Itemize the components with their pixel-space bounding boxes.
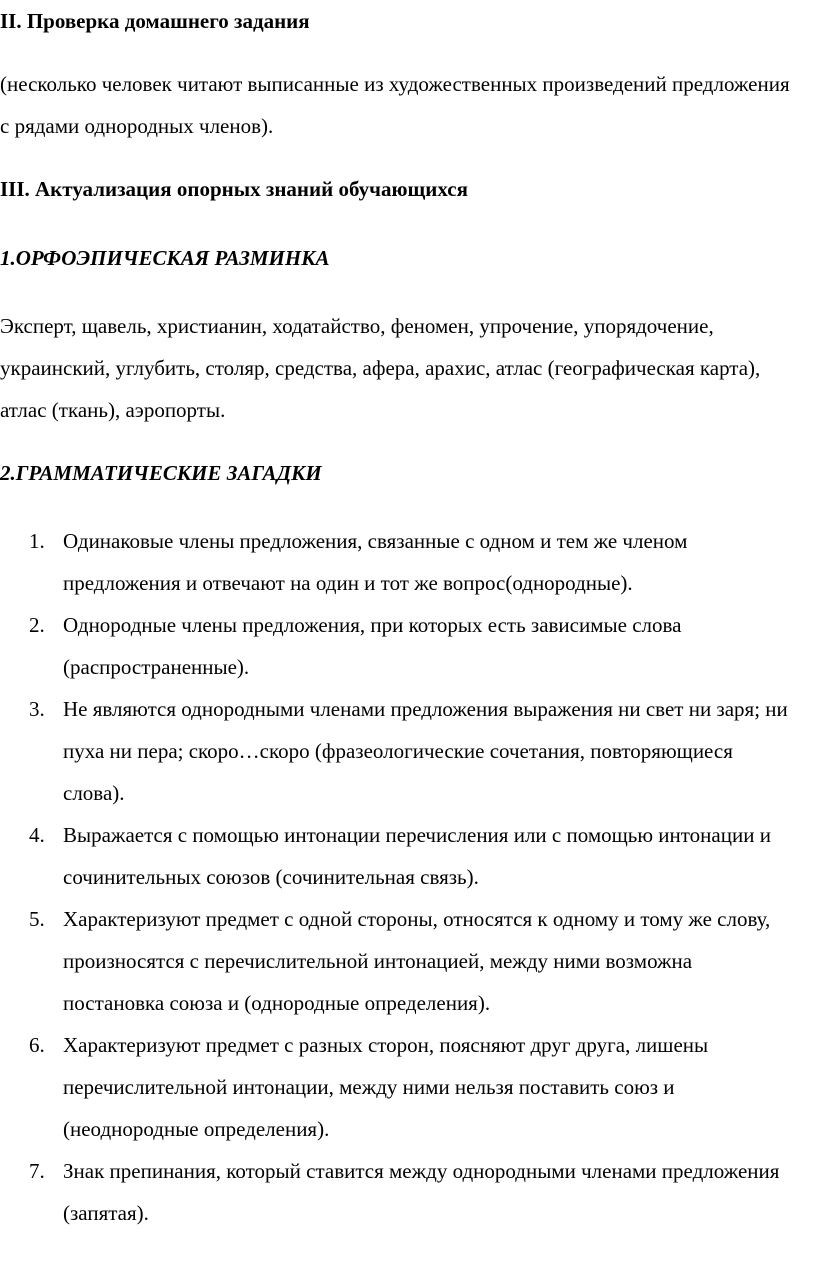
riddle-item-1: [0, 520, 798, 604]
list-number: 3.: [29, 697, 45, 721]
list-number: 5.: [29, 907, 45, 931]
riddle-text: Характеризуют предмет с одной стороны, относятся к одному и тому же слову, произносятся с перечислительной интонацией, между ними возможна постановка союза и (однородные определения).: [63, 907, 771, 1015]
riddle-item-3: [0, 688, 798, 814]
riddle-text: Знак препинания, который ставится между однородными членами предложения (запятая).: [63, 1159, 780, 1225]
riddle-item-2: [0, 604, 798, 688]
riddles-heading: 2.ГРАММАТИЧЕСКИЕ ЗАГАДКИ: [0, 461, 322, 485]
warmup-heading: 1.ОРФОЭПИЧЕСКАЯ РАЗМИНКА: [0, 246, 330, 270]
section-3-heading: III. Актуализация опорных знаний обучающихся: [0, 177, 468, 201]
riddle-text: Одинаковые члены предложения, связанные с одном и тем же членом предложения и отвечают на один и тот же вопрос(однородные).: [63, 529, 688, 595]
riddles-list: [0, 520, 816, 1234]
riddle-text: Характеризуют предмет с разных сторон, поясняют друг друга, лишены перечислительной интонации, между ними нельзя поставить союз и (неоднородные определения).: [63, 1033, 709, 1141]
riddle-item-5: [0, 898, 798, 1024]
list-number: 7.: [29, 1159, 45, 1183]
list-number: 4.: [29, 823, 45, 847]
riddle-text: Не являются однородными членами предложения выражения ни свет ни заря; ни пуха ни пера; скоро…скоро (фразеологические сочетания, повторяющиеся слова).: [63, 697, 788, 805]
riddle-text: Однородные члены предложения, при которых есть зависимые слова (распространенные).: [63, 613, 682, 679]
riddle-item-6: [0, 1024, 798, 1150]
list-number: 1.: [29, 529, 45, 553]
riddle-item-4: [0, 814, 798, 898]
section-2-note: (несколько человек читают выписанные из художественных произведений предложения с рядами однородных членов).: [0, 72, 790, 138]
list-number: 2.: [29, 613, 45, 637]
list-number: 6.: [29, 1033, 45, 1057]
riddle-item-7: [0, 1150, 798, 1234]
riddle-text: Выражается с помощью интонации перечисления или с помощью интонации и сочинительных союзов (сочинительная связь).: [63, 823, 771, 889]
section-2-heading: II. Проверка домашнего задания: [0, 9, 310, 33]
warmup-words: Эксперт, щавель, христианин, ходатайство, феномен, упрочение, упорядочение, украинский, углубить, столяр, средства, афера, арахис, атлас (географическая карта), атлас (ткань), аэропорты.: [0, 314, 761, 422]
